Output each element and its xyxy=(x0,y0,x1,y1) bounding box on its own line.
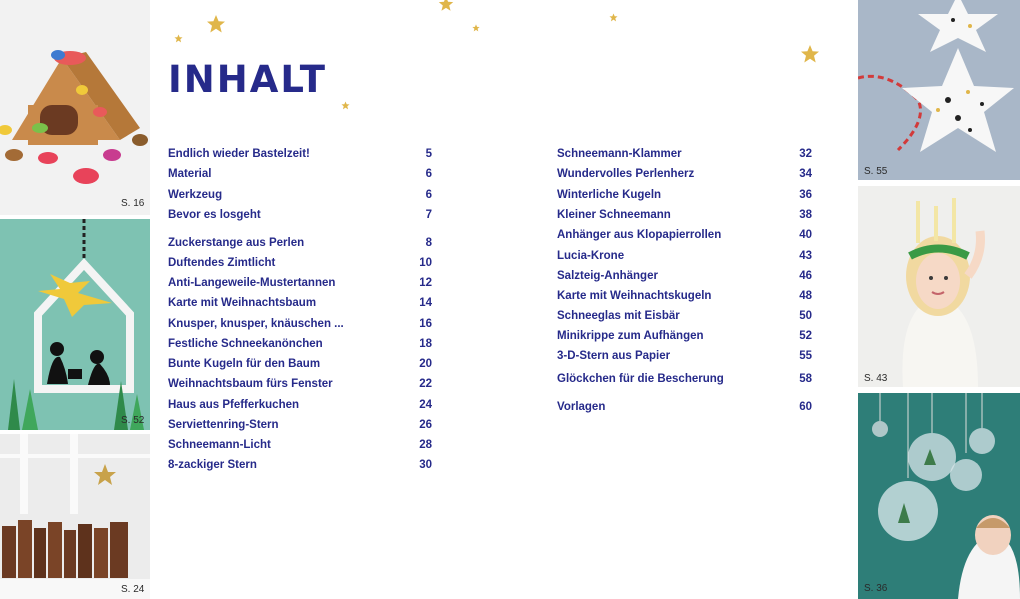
toc-entry[interactable] xyxy=(168,189,432,205)
toc-entry-title: Glöckchen für die Bescherung xyxy=(557,373,724,385)
toc-entry[interactable] xyxy=(557,401,812,417)
toc-entry-page: 22 xyxy=(419,378,432,390)
toc-entry-title: Schneemann-Klammer xyxy=(557,148,682,160)
lucia-girl-illustration xyxy=(858,186,1020,387)
toc-entry[interactable] xyxy=(557,189,812,205)
paper-stars-illustration xyxy=(858,0,1020,180)
toc-entry[interactable] xyxy=(557,373,812,389)
toc-entry-title: Bunte Kugeln für den Baum xyxy=(168,358,321,370)
toc-entry-title: Schneemann-Licht xyxy=(168,439,271,451)
toc-entry-title: Anhänger aus Klopapierrollen xyxy=(557,229,722,241)
toc-entry-title: Festliche Schneekanönchen xyxy=(168,338,323,350)
star-icon xyxy=(341,101,350,110)
toc-entry-title: Salzteig-Anhänger xyxy=(557,270,658,282)
toc-entry-title: Anti-Langeweile-Mustertannen xyxy=(168,277,336,289)
toc-entry[interactable] xyxy=(168,297,432,313)
toc-entry[interactable] xyxy=(168,168,432,184)
toc-entry-title: Wundervolles Perlenherz xyxy=(557,168,695,180)
toc-entry-page: 52 xyxy=(799,330,812,342)
photo-caption: S. 55 xyxy=(864,166,888,177)
star-icon xyxy=(472,24,480,32)
toc-entry[interactable] xyxy=(168,338,432,354)
toc-entry-page: 36 xyxy=(799,189,812,201)
toc-entry[interactable] xyxy=(168,399,432,415)
toc-entry-title: Lucia-Krone xyxy=(557,250,625,262)
toc-entry-page: 38 xyxy=(799,209,812,221)
toc-entry-page: 7 xyxy=(425,209,432,221)
toc-entry-page: 43 xyxy=(799,250,812,262)
gingerbread-houses-illustration xyxy=(0,434,150,599)
toc-entry-title: 3-D-Stern aus Papier xyxy=(557,350,671,362)
toc-entry[interactable] xyxy=(168,419,432,435)
photo-caption: S. 24 xyxy=(121,584,145,595)
toc-entry-page: 32 xyxy=(799,148,812,160)
toc-entry-page: 58 xyxy=(799,373,812,385)
toc-entry[interactable] xyxy=(557,209,812,225)
toc-entry[interactable] xyxy=(168,378,432,394)
toc-entry[interactable] xyxy=(557,229,812,245)
toc-entry-page: 12 xyxy=(419,277,432,289)
toc-entry[interactable] xyxy=(168,318,432,334)
toc-entry-title: Minikrippe zum Aufhängen xyxy=(557,330,704,342)
toc-entry-page: 6 xyxy=(425,189,432,201)
star-icon xyxy=(438,0,454,12)
toc-entry[interactable] xyxy=(557,148,812,164)
toc-entry-page: 14 xyxy=(419,297,432,309)
toc-entry-title: Bevor es losgeht xyxy=(168,209,261,221)
toc-entry-page: 55 xyxy=(799,350,812,362)
photo-gingerbread-row xyxy=(0,434,150,599)
photo-caption: S. 36 xyxy=(864,583,888,594)
photo-nativity-ornament xyxy=(0,219,150,430)
toc-entry-page: 60 xyxy=(799,401,812,413)
star-icon xyxy=(609,13,618,22)
toc-entry-page: 40 xyxy=(799,229,812,241)
toc-entry-page: 28 xyxy=(419,439,432,451)
toc-entry-page: 8 xyxy=(425,237,432,249)
toc-entry-title: Knusper, knusper, knäuschen ... xyxy=(168,318,344,330)
toc-entry-title: Karte mit Weihnachtskugeln xyxy=(557,290,712,302)
toc-entry-page: 30 xyxy=(419,459,432,471)
photo-gingerbread-house xyxy=(0,0,150,215)
toc-entry[interactable] xyxy=(168,277,432,293)
toc-right-column xyxy=(557,148,812,423)
toc-entry[interactable] xyxy=(557,350,812,366)
toc-entry[interactable] xyxy=(168,439,432,455)
toc-entry-title: Haus aus Pfefferkuchen xyxy=(168,399,300,411)
gingerbread-house-illustration xyxy=(0,0,150,215)
toc-entry-page: 10 xyxy=(419,257,432,269)
toc-entry-title: Weihnachtsbaum fürs Fenster xyxy=(168,378,333,390)
toc-entry-page: 50 xyxy=(799,310,812,322)
star-icon xyxy=(800,44,820,64)
photo-paper-stars xyxy=(858,0,1020,180)
toc-left-column xyxy=(168,148,432,478)
toc-entry-title: Winterliche Kugeln xyxy=(557,189,662,201)
toc-entry-page: 34 xyxy=(799,168,812,180)
photo-caption: S. 16 xyxy=(121,198,145,209)
photo-caption: S. 43 xyxy=(864,373,888,384)
toc-entry-page: 46 xyxy=(799,270,812,282)
page-title: INHALT xyxy=(168,58,328,101)
toc-entry[interactable] xyxy=(168,237,432,253)
toc-entry-page: 16 xyxy=(419,318,432,330)
toc-entry[interactable] xyxy=(557,168,812,184)
nativity-ornament-illustration xyxy=(0,219,150,430)
toc-entry-title: Material xyxy=(168,168,212,180)
toc-entry[interactable] xyxy=(168,257,432,273)
toc-entry[interactable] xyxy=(557,270,812,286)
photo-caption: S. 52 xyxy=(121,415,145,426)
toc-entry-page: 26 xyxy=(419,419,432,431)
toc-entry-page: 24 xyxy=(419,399,432,411)
toc-entry-page: 20 xyxy=(419,358,432,370)
star-icon xyxy=(174,34,183,43)
photo-snow-globes xyxy=(858,393,1020,599)
toc-entry-title: 8-zackiger Stern xyxy=(168,459,257,471)
toc-entry-title: Vorlagen xyxy=(557,401,606,413)
toc-entry-page: 5 xyxy=(425,148,432,160)
toc-entry[interactable] xyxy=(557,290,812,306)
toc-entry-title: Zuckerstange aus Perlen xyxy=(168,237,305,249)
toc-entry[interactable] xyxy=(557,310,812,326)
toc-entry-title: Serviettenring-Stern xyxy=(168,419,279,431)
toc-entry[interactable] xyxy=(168,358,432,374)
toc-entry[interactable] xyxy=(168,459,432,475)
toc-entry-title: Kleiner Schneemann xyxy=(557,209,671,221)
toc-entry-page: 18 xyxy=(419,338,432,350)
toc-entry-title: Schneeglas mit Eisbär xyxy=(557,310,680,322)
toc-entry-title: Endlich wieder Bastelzeit! xyxy=(168,148,310,160)
photo-lucia-girl xyxy=(858,186,1020,387)
toc-entry-title: Werkzeug xyxy=(168,189,223,201)
snow-globes-illustration xyxy=(858,393,1020,599)
star-icon xyxy=(206,14,226,34)
toc-entry[interactable] xyxy=(557,330,812,346)
toc-entry-title: Duftendes Zimtlicht xyxy=(168,257,276,269)
toc-entry[interactable] xyxy=(168,148,432,164)
toc-entry[interactable] xyxy=(168,209,432,225)
toc-entry-page: 48 xyxy=(799,290,812,302)
toc-entry-title: Karte mit Weihnachtsbaum xyxy=(168,297,317,309)
toc-entry-page: 6 xyxy=(425,168,432,180)
toc-entry[interactable] xyxy=(557,250,812,266)
